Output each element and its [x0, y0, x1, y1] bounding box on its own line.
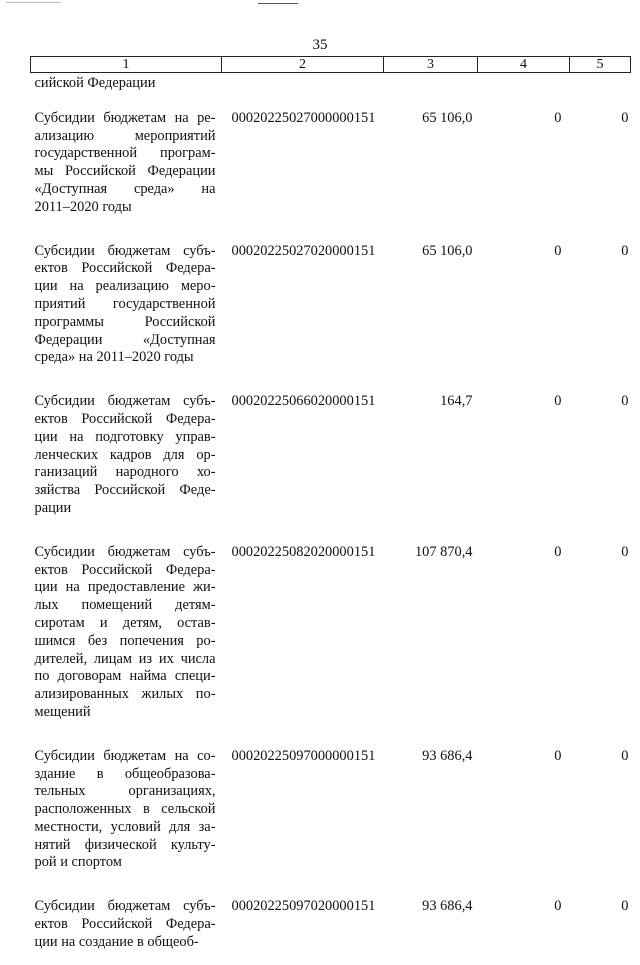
description-line: здание в общеобразова-: [34, 765, 216, 782]
row-code: 00020225027020000151: [231, 242, 376, 259]
table-row: [31, 735, 631, 886]
row-col4-value: 0: [554, 747, 562, 764]
row-col4-value: 0: [554, 898, 562, 915]
description-line: по договорам найма специ-: [34, 668, 216, 685]
description-line: рой и спортом: [34, 854, 122, 871]
description-line: «Доступная среда» на: [34, 180, 216, 197]
description-line: сиротам и детям, остав-: [34, 614, 216, 631]
row-col5-value: 0: [621, 393, 629, 410]
description-line: лых помещений детям-: [34, 597, 216, 614]
budget-table: [30, 56, 631, 965]
row-col4-value: 0: [554, 393, 562, 410]
column-header: 2: [222, 57, 384, 73]
description-line: Субсидии бюджетам на ре-: [34, 109, 216, 126]
description-line: 2011–2020 годы: [34, 198, 132, 215]
description-line: среда» на 2011–2020 годы: [34, 349, 194, 366]
table-row: [31, 97, 631, 230]
row-description: [31, 380, 222, 531]
row-col5-value: 0: [621, 109, 629, 126]
description-line: тельных организациях,: [34, 783, 216, 800]
table-row: [31, 531, 631, 735]
description-line: ектов Российской Федера-: [34, 260, 216, 277]
table-row: [31, 885, 631, 964]
row-amount: 107 870,4: [414, 543, 473, 560]
description-line: мещений: [34, 703, 91, 720]
description-line: мы Российской Федерации: [34, 163, 216, 180]
description-line: программы Российской: [34, 313, 216, 330]
row-description: [31, 735, 222, 886]
description-line: приятий государственной: [34, 295, 216, 312]
continuation-row: [31, 73, 631, 97]
description-line: ции на создание в общеоб-: [34, 933, 199, 950]
row-code: 00020225066020000151: [231, 393, 376, 410]
table-row: [31, 230, 631, 381]
row-description: [31, 230, 222, 381]
description-line: государственной програм-: [34, 145, 216, 162]
description-line: ектов Российской Федера-: [34, 410, 216, 427]
description-line: шимся без попечения ро-: [34, 632, 216, 649]
row-amount: 65 106,0: [422, 242, 473, 259]
description-line: зяйства Российской Феде-: [34, 482, 216, 499]
scan-mark: [6, 0, 61, 3]
row-col4-value: 0: [554, 109, 562, 126]
row-col5-value: 0: [621, 747, 629, 764]
description-line: ганизаций народного хо-: [34, 464, 216, 481]
row-amount: 164,7: [440, 393, 473, 410]
description-line: расположенных в сельской: [34, 801, 216, 818]
description-line: Субсидии бюджетам на со-: [34, 747, 216, 764]
row-description: [31, 97, 222, 230]
row-code: 00020225097020000151: [231, 898, 376, 915]
description-line: дителей, лицам из их числа: [34, 650, 216, 667]
row-code: 00020225082020000151: [231, 543, 376, 560]
row-code: 00020225097000000151: [231, 747, 376, 764]
row-amount: 93 686,4: [422, 747, 473, 764]
page-number: 35: [312, 37, 328, 53]
column-header: 5: [570, 57, 631, 73]
row-col4-value: 0: [554, 543, 562, 560]
description-line: Субсидии бюджетам субъ-: [34, 242, 216, 259]
row-amount: 93 686,4: [422, 898, 473, 915]
column-header: 4: [478, 57, 570, 73]
row-description: [31, 885, 222, 964]
description-line: Субсидии бюджетам субъ-: [34, 393, 216, 410]
description-line: ции на предоставление жи-: [34, 579, 216, 596]
description-line: местности, условий для за-: [34, 818, 216, 835]
continuation-text: сийской Федерации: [34, 75, 156, 91]
row-description: [31, 531, 222, 735]
description-line: ции на подготовку управ-: [34, 428, 216, 445]
description-line: Федерации «Доступная: [34, 331, 216, 348]
column-header: 3: [384, 57, 478, 73]
column-header: 1: [31, 57, 222, 73]
row-col5-value: 0: [621, 543, 629, 560]
row-amount: 65 106,0: [422, 109, 473, 126]
description-line: ции на реализацию меро-: [34, 278, 216, 295]
row-col5-value: 0: [621, 898, 629, 915]
scan-mark: [258, 0, 298, 4]
description-line: Субсидии бюджетам субъ-: [34, 543, 216, 560]
description-line: Субсидии бюджетам субъ-: [34, 898, 216, 915]
description-line: нятий физической культу-: [34, 836, 216, 853]
row-col5-value: 0: [621, 242, 629, 259]
table-row: [31, 380, 631, 531]
header-row: [31, 57, 631, 73]
row-code: 00020225027000000151: [231, 109, 376, 126]
description-line: ленческих кадров для ор-: [34, 446, 216, 463]
description-line: ализированных жилых по-: [34, 686, 216, 703]
description-line: рации: [34, 499, 72, 516]
row-col4-value: 0: [554, 242, 562, 259]
description-line: ектов Российской Федера-: [34, 561, 216, 578]
description-line: ектов Российской Федера-: [34, 916, 216, 933]
description-line: ализацию мероприятий: [34, 127, 216, 144]
